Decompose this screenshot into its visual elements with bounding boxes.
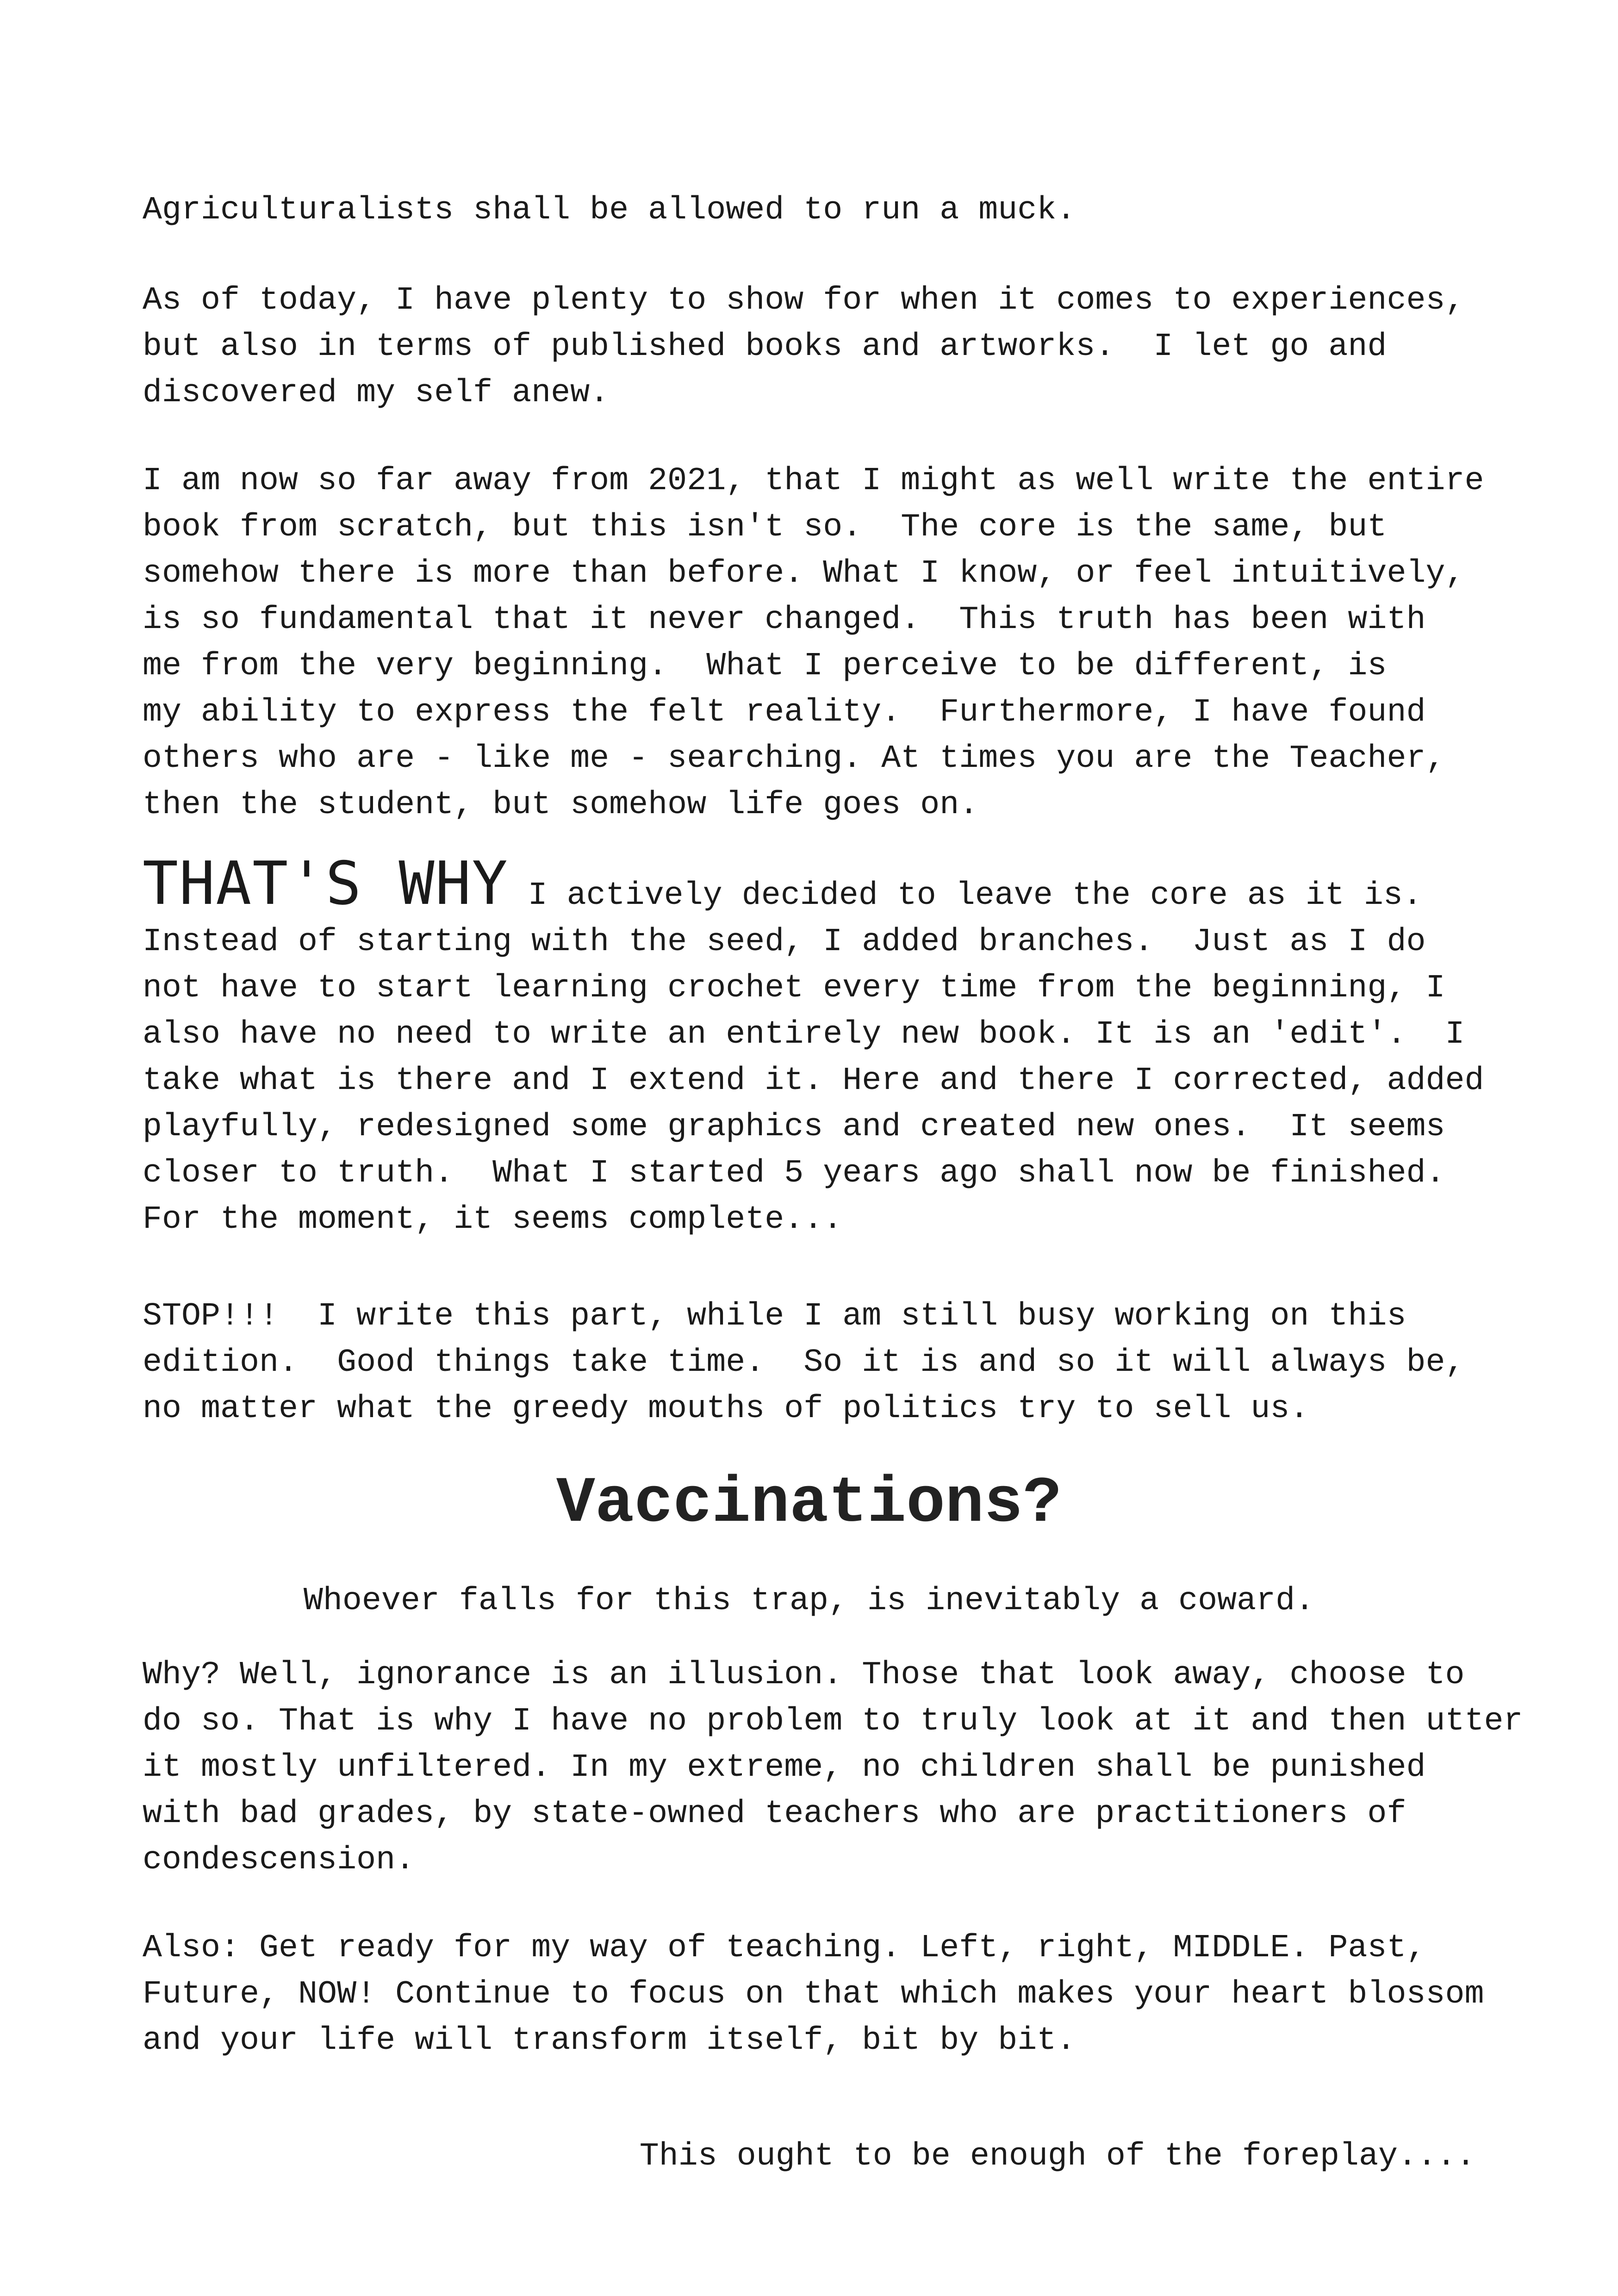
text-line: Instead of starting with the seed, I added branches. Just as I do	[143, 924, 1426, 960]
text-line: is so fundamental that it never changed. This truth has been with	[143, 602, 1426, 638]
text-line: do so. That is why I have no problem to truly look at it and then utter	[143, 1703, 1523, 1740]
paragraph-agriculturalists	[143, 187, 1475, 234]
text-line: discovered my self anew.	[143, 375, 610, 411]
centered-quote: Whoever falls for this trap, is inevitably a coward.	[303, 1583, 1315, 1619]
paragraph-far-away-from-2021	[143, 458, 1484, 828]
paragraph-why-ignorance	[143, 1652, 1523, 1884]
text-line: closer to truth. What I started 5 years ago shall now be finished.	[143, 1155, 1445, 1192]
text-line: take what is there and I extend it. Here and there I corrected, added	[143, 1063, 1484, 1099]
text-line: STOP!!! I write this part, while I am still busy working on this	[143, 1298, 1406, 1335]
text-line: playfully, redesigned some graphics and created new ones. It seems	[143, 1109, 1445, 1145]
paragraph-thats-why	[143, 849, 1484, 1243]
text-line: with bad grades, by state-owned teachers who are practitioners of	[143, 1796, 1406, 1832]
text-line: Also: Get ready for my way of teaching. Left, right, MIDDLE. Past,	[143, 1930, 1426, 1966]
text-line: it mostly unfiltered. In my extreme, no children shall be punished	[143, 1749, 1426, 1786]
text-line: but also in terms of published books and artworks. I let go and	[143, 329, 1387, 365]
text-line: no matter what the greedy mouths of politics try to sell us.	[143, 1391, 1309, 1427]
lead-in-continuation: I actively decided to leave the core as it is.	[508, 877, 1422, 914]
text-line: Why? Well, ignorance is an illusion. Those that look away, choose to	[143, 1657, 1465, 1693]
text-line: As of today, I have plenty to show for when it comes to experiences,	[143, 282, 1465, 319]
text-line: my ability to express the felt reality. Furthermore, I have found	[143, 694, 1426, 731]
text-line: I am now so far away from 2021, that I might as well write the entire	[143, 463, 1484, 499]
text-line: Future, NOW! Continue to focus on that which makes your heart blossom	[143, 1976, 1484, 2013]
paragraph-also-get-ready	[143, 1925, 1484, 2064]
text-line: and your life will transform itself, bit by bit.	[143, 2022, 1076, 2059]
text-line: also have no need to write an entirely new book. It is an 'edit'. I	[143, 1016, 1465, 1053]
text-line	[143, 849, 1475, 919]
text-line: not have to start learning crochet every time from the beginning, I	[143, 970, 1445, 1007]
paragraph-as-of-today	[143, 278, 1475, 417]
text-line: condescension.	[143, 1842, 415, 1879]
section-heading: Vaccinations?	[556, 1467, 1062, 1541]
text-line: others who are - like me - searching. At times you are the Teacher,	[143, 740, 1445, 777]
paragraph-stop	[143, 1294, 1475, 1432]
text-line: Agriculturalists shall be allowed to run a muck.	[143, 192, 1076, 229]
text-line: somehow there is more than before. What I know, or feel intuitively,	[143, 555, 1465, 592]
text-line: edition. Good things take time. So it is and so it will always be,	[143, 1344, 1465, 1381]
text-line: then the student, but somehow life goes on.	[143, 787, 979, 823]
lead-in-heading: THAT'S WHY	[143, 849, 509, 918]
text-line: For the moment, it seems complete...	[143, 1201, 843, 1238]
text-line: me from the very beginning. What I perceive to be different, is	[143, 648, 1387, 684]
closing-line: This ought to be enough of the foreplay....	[639, 2138, 1475, 2175]
text-line: book from scratch, but this isn't so. The core is the same, but	[143, 509, 1387, 546]
